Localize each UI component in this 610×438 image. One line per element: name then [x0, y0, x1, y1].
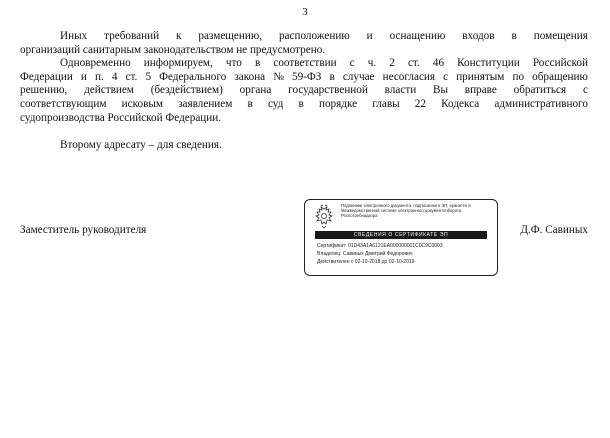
word: 22	[414, 97, 426, 110]
word: что	[225, 57, 242, 70]
word: исковым	[121, 97, 163, 110]
paragraph-2-line-1	[20, 57, 588, 71]
word: обращению	[532, 70, 588, 83]
word: в	[298, 97, 304, 110]
word: Конституции	[457, 57, 520, 70]
word: закона	[234, 70, 266, 83]
word: в	[247, 97, 253, 110]
word: и	[366, 30, 373, 42]
word: (бездействием)	[150, 84, 223, 97]
paragraph-1-line-1	[20, 30, 588, 44]
word: административного	[494, 97, 588, 110]
word: вправе	[464, 84, 497, 97]
word: Кодекса	[441, 97, 480, 110]
word: порядке	[318, 97, 358, 110]
word: ч.	[367, 57, 377, 70]
word: власти	[384, 84, 417, 97]
word: ст.	[407, 57, 420, 70]
signatory-position: Заместитель руководителя	[20, 224, 147, 236]
word: соответствующим	[20, 97, 107, 110]
word: 5	[145, 70, 152, 83]
word: органа	[239, 84, 272, 97]
paragraph-gap	[20, 125, 588, 139]
word: принятым	[456, 70, 505, 83]
signatory-name: Д.Ф. Савиных	[520, 224, 588, 236]
paragraph-2-line-5: судопроизводства Российской Федерации.	[20, 111, 222, 124]
word: помещения	[533, 30, 588, 42]
word: Российской	[532, 57, 588, 70]
letter-body	[20, 30, 588, 153]
stamp-certificate-band: СВЕДЕНИЯ О СЕРТИФИКАТЕ ЭП	[315, 231, 487, 239]
word: Иных	[60, 30, 88, 42]
word: суд	[267, 97, 284, 110]
paragraph-2-line-2	[20, 71, 588, 85]
word: несогласия	[382, 70, 436, 83]
word: информируем,	[143, 57, 213, 70]
electronic-signature-stamp	[304, 199, 498, 276]
paragraph-1-line-2: организаций санитарным законодательством не предусмотрено.	[20, 43, 326, 56]
word: п.	[95, 70, 104, 83]
word: требований	[104, 30, 160, 42]
word: №	[273, 70, 284, 83]
stamp-header-text: Подлинник электронного документа, подписанного ЭП, хранится в Межведомственной системе электронного документооборота Роспотребнадзора	[341, 203, 471, 218]
word: Федерального	[159, 70, 227, 83]
word: с	[582, 84, 588, 97]
word: входов	[462, 30, 495, 42]
word: заявлением	[178, 97, 233, 110]
word: по	[512, 70, 525, 83]
word: 46	[432, 57, 445, 70]
paragraph-2-line-4	[20, 98, 588, 112]
word: 4	[111, 70, 118, 83]
stamp-details	[317, 242, 487, 266]
word: и	[80, 70, 87, 83]
word: Федерации	[20, 70, 73, 83]
word: в	[511, 30, 517, 42]
paragraph-2-line-3	[20, 84, 588, 98]
word: 2	[389, 57, 395, 70]
word: в	[254, 57, 261, 70]
word: с	[443, 70, 449, 83]
word: 59-ФЗ	[292, 70, 322, 83]
word: действием	[84, 84, 134, 97]
paragraph-3: Второму адресату – для сведения.	[60, 139, 222, 152]
page-number: 3	[302, 6, 308, 18]
word: главы	[372, 97, 400, 110]
stamp-certificate-number: Сертификат: 01D43A1A6121EA000000001C0C9C0003	[317, 243, 443, 249]
word: с	[349, 57, 355, 70]
word: ст.	[125, 70, 138, 83]
word: оснащению	[389, 30, 446, 42]
word: расположению	[278, 30, 350, 42]
word: Одновременно	[60, 57, 131, 70]
word: случае	[342, 70, 375, 83]
russian-coat-of-arms-icon	[311, 204, 337, 230]
word: размещению,	[198, 30, 262, 42]
word: Вы	[433, 84, 448, 97]
word: в	[329, 70, 335, 83]
word: соответствии	[273, 57, 337, 70]
stamp-owner: Владелец: Савиных Дмитрий Федорович	[317, 251, 413, 257]
word: к	[176, 30, 182, 42]
word: решению,	[20, 84, 68, 97]
stamp-validity: Действителен с 02-10-2018 до 02-10-2019	[317, 259, 415, 265]
word: обратиться	[513, 84, 567, 97]
word: государственной	[288, 84, 368, 97]
